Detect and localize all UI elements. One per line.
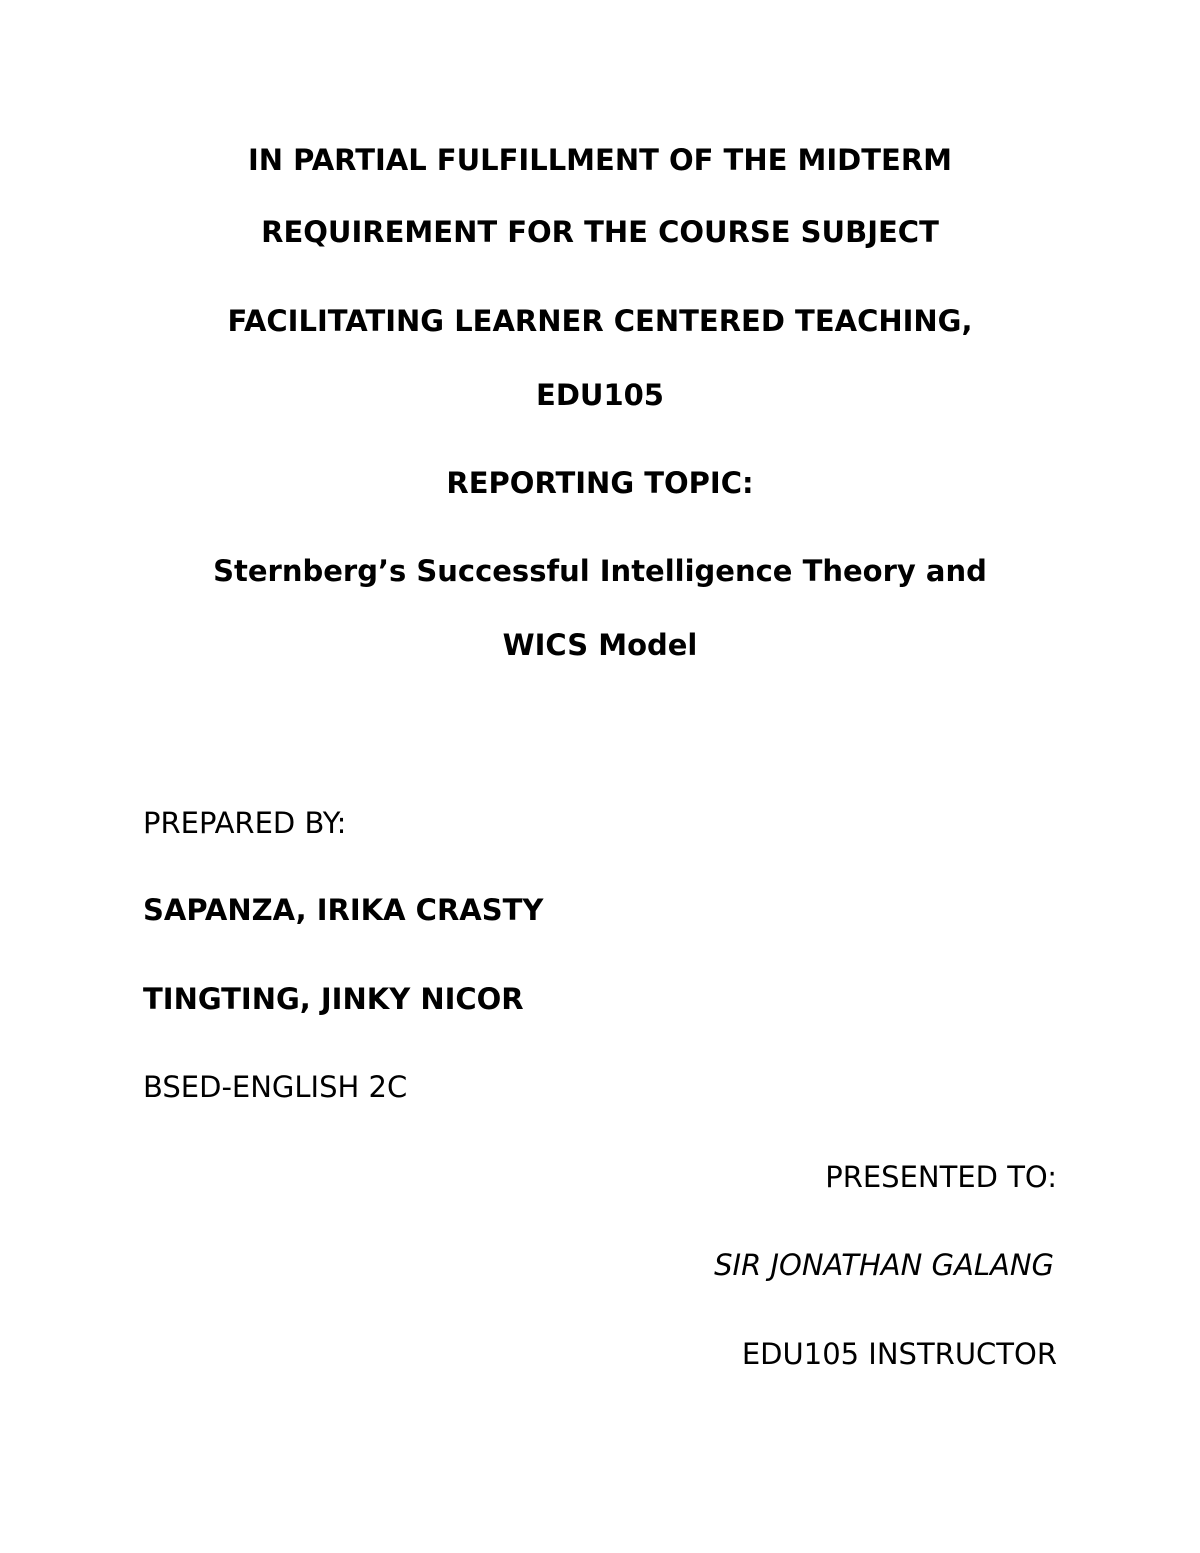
presented-to-label: PRESENTED TO: xyxy=(825,1160,1057,1194)
author-name: SAPANZA, IRIKA CRASTY xyxy=(143,893,544,927)
topic-title-line-2: WICS Model xyxy=(502,628,698,662)
title-line-3: FACILITATING LEARNER CENTERED TEACHING, xyxy=(227,304,973,338)
course-code: EDU105 xyxy=(536,378,664,412)
title-line-2: REQUIREMENT FOR THE COURSE SUBJECT xyxy=(261,215,939,249)
title-line-1: IN PARTIAL FULFILLMENT OF THE MIDTERM xyxy=(247,143,953,177)
author-name: TINGTING, JINKY NICOR xyxy=(143,982,524,1016)
instructor-name: SIR JONATHAN GALANG xyxy=(714,1248,1054,1282)
topic-title-line-1: Sternberg’s Successful Intelligence Theory and xyxy=(213,554,987,588)
class-section: BSED-ENGLISH 2C xyxy=(143,1070,408,1104)
reporting-topic-label: REPORTING TOPIC: xyxy=(446,466,754,500)
instructor-role: EDU105 INSTRUCTOR xyxy=(741,1337,1057,1371)
prepared-by-label: PREPARED BY: xyxy=(143,806,347,840)
